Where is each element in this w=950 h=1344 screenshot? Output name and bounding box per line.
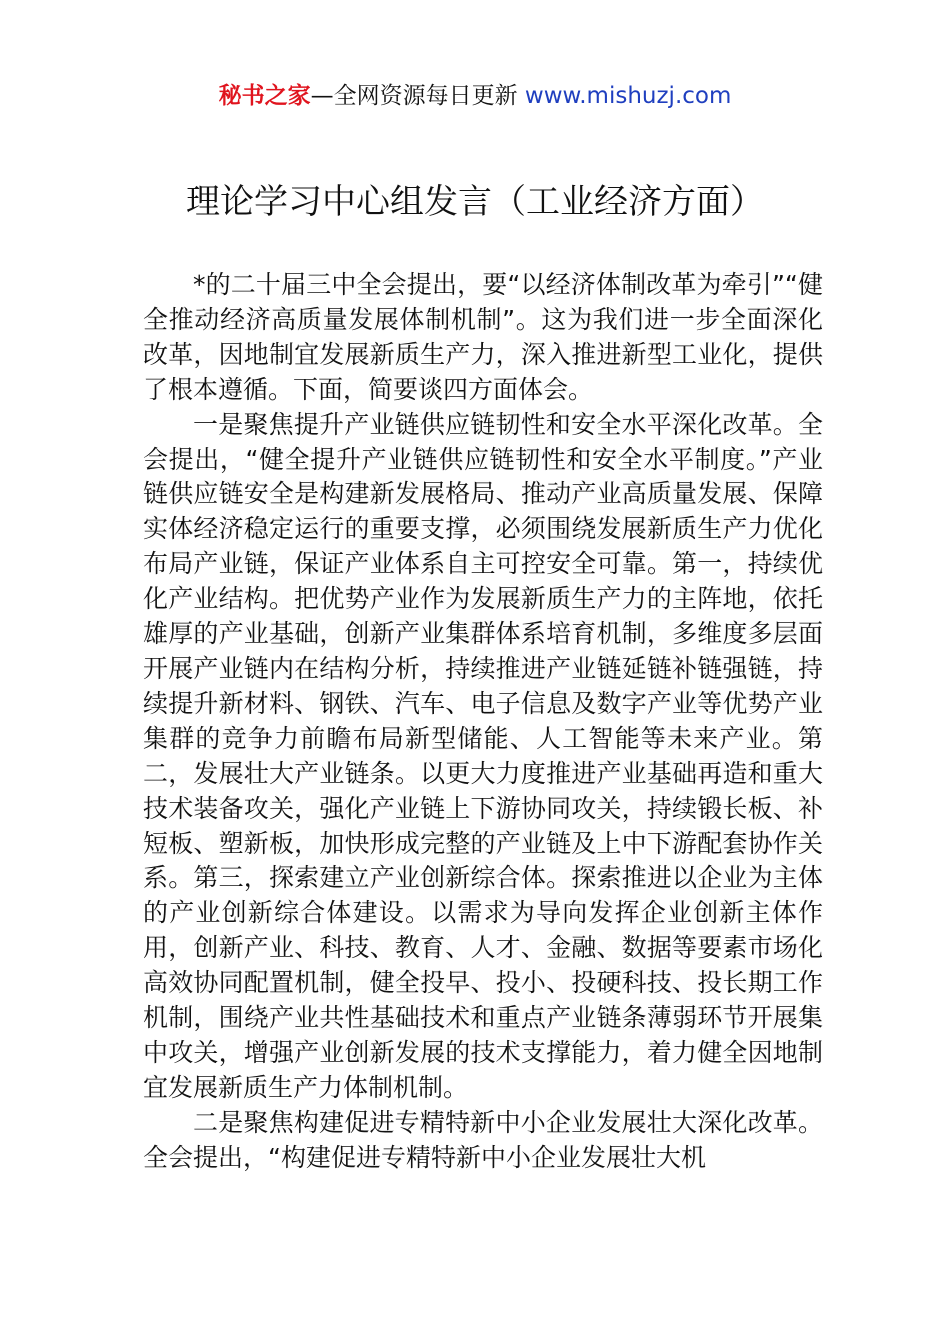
- site-header: [0, 80, 950, 112]
- paragraph-point-two: 二是聚焦构建促进专精特新中小企业发展壮大深化改革。全会提出，“构建促进专精特新中小企业发展壮大机: [143, 1107, 823, 1172]
- site-url-link[interactable]: www.mishuzj.com: [524, 83, 732, 109]
- document-title: 理论学习中心组发言（工业经济方面）: [186, 182, 764, 222]
- site-brand: 秘书之家: [218, 83, 311, 109]
- document-body: [143, 268, 823, 1176]
- paragraph-intro: *的二十届三中全会提出，要“以经济体制改革为牵引”“健全推动经济高质量发展体制机制”。这为我们进一步全面深化改革，因地制宜发展新质生产力，深入推进新型工业化，提供了根本遵循。下面，简要谈四方面体会。: [143, 270, 823, 404]
- site-tagline: —全网资源每日更新: [310, 83, 518, 109]
- paragraph-point-one: 一是聚焦提升产业链供应链韧性和安全水平深化改革。全会提出，“健全提升产业链供应链韧性和安全水平制度。”产业链供应链安全是构建新发展格局、推动产业高质量发展、保障实体经济稳定运行的重要支撑，必须围绕发展新质生产力优化布局产业链，保证产业体系自主可控安全可靠。第一，持续优化产业结构。把优势产业作为发展新质生产力的主阵地，依托雄厚的产业基础，创新产业集群体系培育机制，多维度多层面开展产业链内在结构分析，持续推进产业链延链补链强链，持续提升新材料、钢铁、汽车、电子信息及数字产业等优势产业集群的竞争力前瞻布局新型储能、人工智能等未来产业。第二，发展壮大产业链条。以更大力度推进产业基础再造和重大技术装备攻关，强化产业链上下游协同攻关，持续锻长板、补短板、塑新板，加快形成完整的产业链及上中下游配套协作关系。第三，探索建立产业创新综合体。探索推进以企业为主体的产业创新综合体建设。以需求为导向发挥企业创新主体作用，创新产业、科技、教育、人才、金融、数据等要素市场化高效协同配置机制，健全投早、投小、投硬科技、投长期工作机制，围绕产业共性基础技术和重点产业链条薄弱环节开展集中攻关，增强产业创新发展的技术支撑能力，着力健全因地制宜发展新质生产力体制机制。: [143, 409, 823, 1102]
